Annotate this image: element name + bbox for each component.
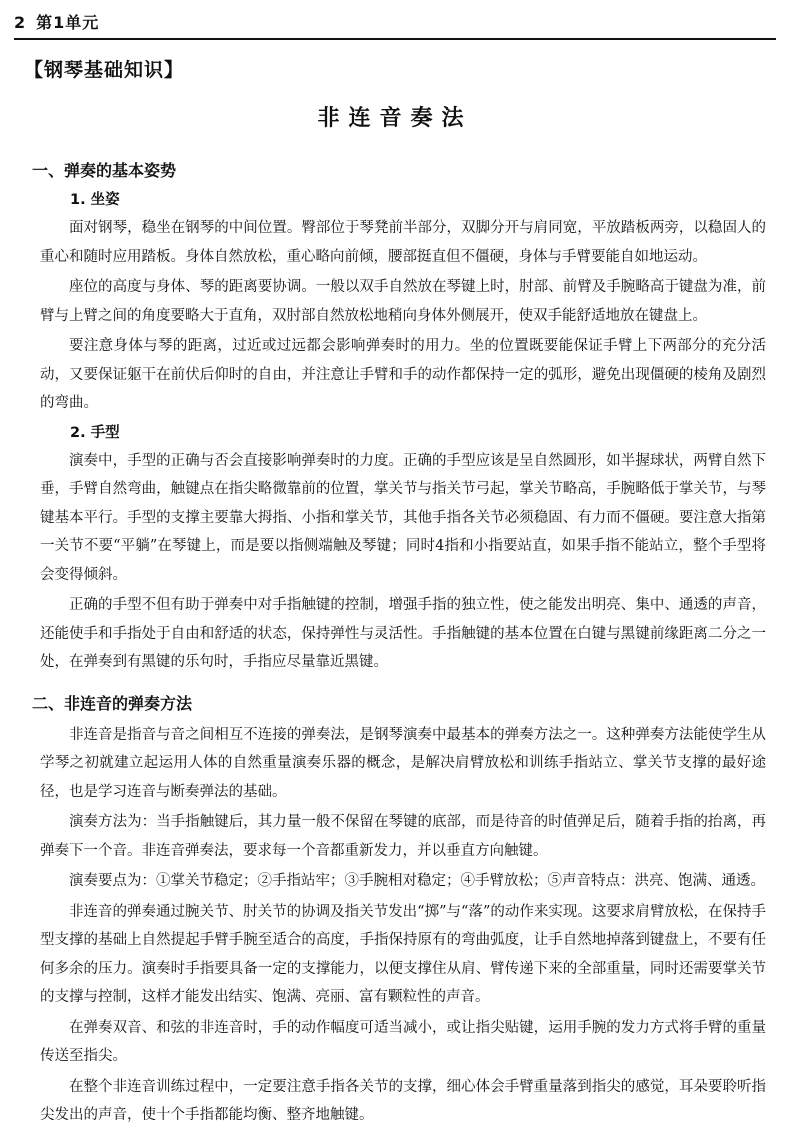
section-heading: 二、非连音的弹奏方法 — [32, 693, 193, 713]
paragraph: 非连音的弹奏通过腕关节、肘关节的协调及指关节发出“掷”与“落”的动作来实现。这要求肩臂放松，在保持手型支撑的基础上自然提起手臂手腕至适合的高度，手指保持原有的弯曲弧度，让手自然地掉落到键盘上，不要有任何多余的压力。演奏时手指要具备一定的支撑能力，以便支撑住从肩、臂传递下来的全部重量，同时还需要掌关节的支撑与控制，这样才能发出结实、饱满、亮丽、富有颗粒性的声音。 — [40, 903, 766, 1005]
page-title: 非连音奏法 — [317, 106, 473, 131]
body-content — [32, 154, 766, 1132]
spacer — [40, 679, 766, 687]
paragraph: 演奏要点为：①掌关节稳定；②手指站牢；③手腕相对稳定；④手臂放松；⑤声音特点：洪亮、饱满、通透。 — [69, 873, 765, 889]
header-rule — [14, 38, 776, 40]
paragraph: 要注意身体与琴的距离，过近或过远都会影响弹奏时的用力。坐的位置既要能保证手臂上下两部分的充分活动，又要保证躯干在前伏后仰时的自由，并注意让手臂和手的动作都保持一定的弧形，避免出现僵硬的棱角及剧烈的弯曲。 — [40, 338, 766, 411]
paragraph: 面对钢琴，稳坐在钢琴的中间位置。臀部位于琴凳前半部分，双脚分开与肩同宽，平放踏板两旁，以稳固人的重心和随时应用踏板。身体自然放松，重心略向前倾，腰部挺直但不僵硬，身体与手臂要能自如地运动。 — [40, 220, 766, 265]
subsection-heading: 1. 坐姿 — [70, 192, 120, 208]
paragraph: 非连音是指音与音之间相互不连接的弹奏法，是钢琴演奏中最基本的弹奏方法之一。这种弹奏方法能使学生从学琴之初就建立起运用人体的自然重量演奏乐器的概念，是解决肩臂放松和训练手指站立、掌关节支撑的最好途径，也是学习连音与断奏弹法的基础。 — [40, 726, 766, 800]
subsection-heading: 2. 手型 — [70, 424, 120, 441]
section-tag: 【钢琴基础知识】 — [24, 59, 185, 81]
paragraph: 座位的高度与身体、琴的距离要协调。一般以双手自然放在琴键上时，肘部、前臂及手腕略高于键盘为准，前臂与上臂之间的角度要略大于直角，双肘部自然放松地稍向身体外侧展开，使双手能舒适地放在键盘上。 — [40, 279, 766, 324]
running-header — [14, 10, 99, 33]
paragraph: 在弹奏双音、和弦的非连音时，手的动作幅度可适当减小，或让指尖贴键，运用手腕的发力方式将手臂的重量传送至指尖。 — [40, 1019, 766, 1064]
section-heading: 一、弹奏的基本姿势 — [32, 161, 177, 180]
paragraph: 在整个非连音训练过程中，一定要注意手指各关节的支撑，细心体会手臂重量落到指尖的感觉，耳朵要聆听指尖发出的声音，使十个手指都能均衡、整齐地触键。 — [40, 1078, 766, 1123]
page-number: 2 — [14, 13, 27, 32]
unit-label: 第1单元 — [36, 13, 100, 32]
paragraph: 正确的手型不但有助于弹奏中对手指触键的控制，增强手指的独立性，使之能发出明亮、集中、通透的声音，还能使手和手指处于自由和舒适的状态，保持弹性与灵活性。手指触键的基本位置在白键与黑键前缘距离二分之一处，在弹奏到有黑键的乐句时，手指应尽量靠近黑键。 — [40, 597, 766, 670]
paragraph: 演奏中，手型的正确与否会直接影响弹奏时的力度。正确的手型应该是呈自然圆形，如半握球状，两臂自然下垂，手臂自然弯曲，触键点在指尖略微靠前的位置，掌关节与指关节弓起，掌关节略高，手腕略低于掌关节，与琴键基本平行。手型的支撑主要靠大拇指、小指和掌关节，其他手指各关节必须稳固、有力而不僵硬。要注意大指第一关节不要“平躺”在琴键上，而是要以指侧端触及琴键；同时4指和小指要站直，如果手指不能站立，整个手型将会变得倾斜。 — [40, 452, 766, 583]
paragraph: 演奏方法为：当手指触键后，其力量一般不保留在琴键的底部，而是待音的时值弹足后，随着手指的抬离，再弹奏下一个音。非连音弹奏法，要求每一个音都重新发力，并以垂直方向触键。 — [40, 814, 766, 859]
